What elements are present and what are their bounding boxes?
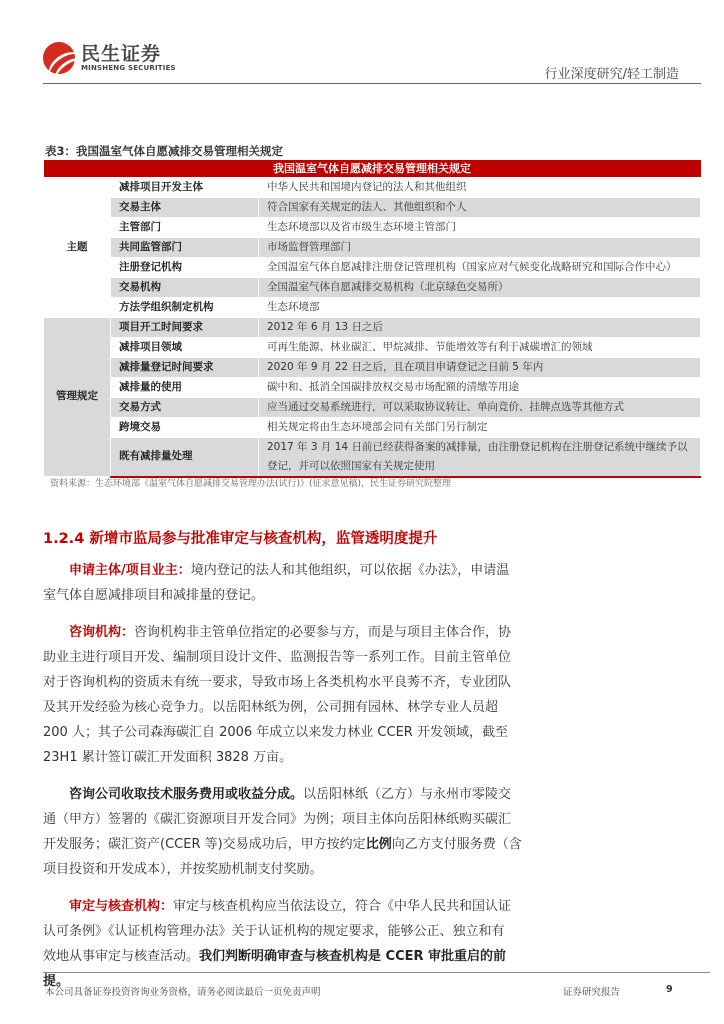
- text-line: [43, 670, 512, 695]
- paragraph-lead: 审定与核查机构：: [69, 899, 174, 914]
- table-row: [44, 277, 701, 297]
- row-value: 可再生能源、林业碳汇、甲烷减排、节能增效等有利于减碳增汇的领域: [259, 337, 701, 357]
- body-text: 通（甲方）签署的《碳汇资源项目开发合同》为例；项目主体向岳阳林纸购买碳汇: [43, 812, 512, 827]
- section-heading: 1.2.4 新增市监局参与批准审定与核查机构，监管透明度提升: [43, 531, 438, 547]
- paragraph: [43, 620, 512, 770]
- footer-divider: [43, 972, 710, 973]
- emphasis-text: 我们判断明确审查与核查机构是 CCER 审批重启的前: [199, 949, 507, 964]
- table-caption: 表3：我国温室气体自愿减排交易管理相关规定: [45, 144, 283, 158]
- row-key: 减排项目领域: [111, 337, 259, 357]
- row-value: 2020 年 9 月 22 日之后，且在项目申请登记之日前 5 年内: [259, 357, 701, 377]
- paragraph-lead: 申请主体/项目业主：: [69, 563, 191, 578]
- row-key: 交易机构: [111, 277, 259, 297]
- header-divider: [43, 83, 701, 84]
- row-key: 方法学组织制定机构: [111, 297, 259, 317]
- row-value: 符合国家有关规定的法人、其他组织和个人: [259, 197, 701, 217]
- paragraph: [43, 782, 522, 882]
- logo-cn: 民生证券: [81, 43, 162, 65]
- table-row: [44, 317, 701, 337]
- row-key: 交易主体: [111, 197, 259, 217]
- row-value: 生态环境部以及省市级生态环境主管部门: [259, 217, 701, 237]
- body-text: 开发服务；碳汇资产(CCER 等)交易成功后，甲方按约定: [43, 837, 366, 852]
- row-key: 减排量登记时间要求: [111, 357, 259, 377]
- row-value: 2017 年 3 月 14 日前已经获得备案的减排量，由注册登记机构在注册登记系统中继续予以登记，并可以依照国家有关规定使用: [259, 437, 701, 477]
- emphasis-text: 比例: [365, 837, 392, 852]
- body-text: 室气体自愿减排项目和减排量的登记。: [43, 588, 265, 603]
- body-text: 认可条例》《认证机构管理办法》关于认证机构的规定要求，能够公正、独立和有: [43, 924, 505, 939]
- text-line: [43, 583, 498, 608]
- group-label: 主题: [44, 177, 111, 317]
- body-text: 23H1 累计签订碳汇开发面积 3828 万亩。: [43, 750, 293, 765]
- table-row: [44, 397, 701, 417]
- table-row: [44, 417, 701, 437]
- body-text: 咨询机构非主管单位指定的必要参与方，而是与项目主体合作，协: [134, 625, 512, 640]
- text-line: [43, 620, 512, 645]
- logo-en: MINSHENG SECURITIES: [81, 64, 176, 72]
- body-text: 以岳阳林纸（乙方）与永州市零陵交: [303, 787, 512, 802]
- logo-mark-icon: [43, 42, 75, 74]
- text-line: [43, 645, 512, 670]
- emphasis-text: 咨询公司收取技术服务费用或收益分成。: [69, 787, 304, 802]
- table-row: [44, 197, 701, 217]
- text-line: [43, 807, 512, 832]
- table-row: [44, 437, 701, 477]
- row-key: 项目开工时间要求: [111, 317, 259, 337]
- table-row: [44, 297, 701, 317]
- row-key: 减排量的使用: [111, 377, 259, 397]
- section-body: [43, 558, 522, 1006]
- row-value: 生态环境部: [259, 297, 701, 317]
- group-label: 管理规定: [44, 317, 111, 477]
- table-row: [44, 377, 701, 397]
- text-line: [43, 782, 512, 807]
- body-text: 200 人；其子公司森海碳汇自 2006 年成立以来发力林业 CCER 开发领域，截至: [43, 725, 508, 740]
- row-value: 相关规定将由生态环境部会同有关部门另行制定: [259, 417, 701, 437]
- regulation-table: [43, 160, 701, 478]
- paragraph-lead: 咨询机构：: [69, 625, 135, 640]
- footer-disclaimer: 本公司具备证券投资咨询业务资格，请务必阅读最后一页免责声明: [45, 987, 321, 998]
- paragraph: [43, 894, 512, 994]
- row-value: 中华人民共和国境内登记的法人和其他组织: [259, 177, 701, 197]
- text-line: [43, 745, 498, 770]
- table-title: 我国温室气体自愿减排交易管理相关规定: [44, 160, 701, 177]
- table-source: 资料来源：生态环境部《温室气体自愿减排交易管理办法(试行)》(征求意见稿)，民生证券研究院整理: [50, 479, 452, 489]
- body-text: 效地从事审定与核查活动。: [43, 949, 200, 964]
- report-category: 行业深度研究/轻工制造: [544, 67, 679, 82]
- page-number: 9: [666, 984, 673, 995]
- text-line: [43, 695, 498, 720]
- text-line: [43, 919, 505, 944]
- company-logo: [43, 42, 176, 74]
- table-row: [44, 177, 701, 197]
- table-row: [44, 237, 701, 257]
- body-text: 助业主进行项目开发、编制项目设计文件、监测报告等一系列工作。目前主管单位: [43, 650, 512, 665]
- row-key: 交易方式: [111, 397, 259, 417]
- row-value: 碳中和、抵消全国碳排放权交易市场配额的清缴等用途: [259, 377, 701, 397]
- row-key: 注册登记机构: [111, 257, 259, 277]
- row-value: 全国温室气体自愿减排交易机构（北京绿色交易所）: [259, 277, 701, 297]
- paragraph: [43, 558, 510, 608]
- row-key: 既有减排量处理: [111, 437, 259, 477]
- row-value: 市场监督管理部门: [259, 237, 701, 257]
- row-key: 主管部门: [111, 217, 259, 237]
- table-row: [44, 217, 701, 237]
- table-row: [44, 337, 701, 357]
- table-row: [44, 357, 701, 377]
- row-key: 跨境交易: [111, 417, 259, 437]
- text-line: [43, 857, 498, 882]
- body-text: 向乙方支付服务费（含: [391, 837, 522, 852]
- text-line: [43, 944, 507, 969]
- emphasis-text: 提。: [43, 974, 70, 989]
- text-line: [43, 558, 510, 583]
- row-key: 减排项目开发主体: [111, 177, 259, 197]
- body-text: 对于咨询机构的资质未有统一要求，导致市场上各类机构水平良莠不齐，专业团队: [43, 675, 512, 690]
- body-text: 境内登记的法人和其他组织，可以依据《办法》，申请温: [190, 563, 510, 578]
- row-value: 应当通过交易系统进行，可以采取协议转让、单向竞价、挂牌点选等其他方式: [259, 397, 701, 417]
- text-line: [43, 832, 522, 857]
- footer-doc-type: 证券研究报告: [563, 987, 621, 998]
- table-row: [44, 257, 701, 277]
- body-text: 及其开发经验为核心竞争力。以岳阳林纸为例，公司拥有园林、林学专业人员超: [43, 700, 499, 715]
- row-value: 全国温室气体自愿减排注册登记管理机构（国家应对气候变化战略研究和国际合作中心）: [259, 257, 701, 277]
- row-value: 2012 年 6 月 13 日之后: [259, 317, 701, 337]
- body-text: 项目投资和开发成本），并按奖励机制支付奖励。: [43, 862, 323, 877]
- text-line: [43, 894, 512, 919]
- body-text: 审定与核查机构应当依法设立，符合《中华人民共和国认证: [173, 899, 512, 914]
- text-line: [43, 720, 508, 745]
- row-key: 共同监管部门: [111, 237, 259, 257]
